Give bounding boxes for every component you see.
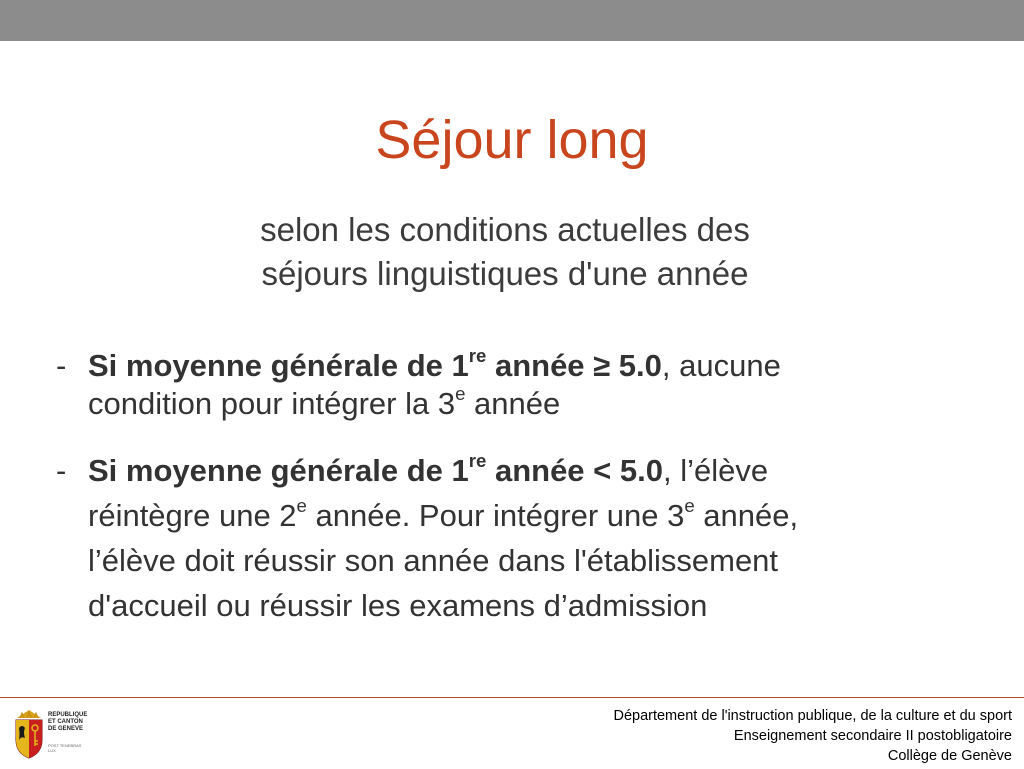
- bullet-1-bold: Si moyenne générale de 1re année ≥ 5.0: [88, 345, 662, 383]
- subtitle-line-2: séjours linguistiques d'une année: [261, 255, 749, 292]
- bullet-2-text-a: , l’élève: [662, 453, 769, 488]
- logo-motto: POST TENEBRAS LUX: [48, 743, 82, 753]
- bullet-item-2: [56, 448, 956, 628]
- bullet-1-line-2: condition pour intégrer la 3e année: [88, 383, 561, 421]
- bullet-1-text-a: , aucune: [661, 348, 781, 383]
- slide-subtitle: [0, 208, 1010, 296]
- bullet-dash: -: [56, 453, 67, 488]
- geneva-coat-of-arms-logo: [12, 708, 88, 760]
- bullet-list: [56, 346, 956, 628]
- footer-line-teaching: Enseignement secondaire II postobligatoire: [733, 728, 1012, 744]
- footer-line-department: Département de l'instruction publique, de la culture et du sport: [613, 708, 1012, 724]
- slide-title: Séjour long: [375, 110, 649, 170]
- bullet-item-1: [56, 346, 956, 424]
- top-bar: [0, 0, 1024, 41]
- footer-department-info: [613, 706, 1012, 766]
- footer-line-college: Collège de Genève: [887, 748, 1012, 764]
- footer: [0, 697, 1024, 769]
- bullet-2-bold: Si moyenne générale de 1re année < 5.0: [88, 450, 663, 488]
- logo-text: REPUBLIQUE ET CANTON DE GENEVE: [48, 712, 88, 732]
- subtitle-line-1: selon les conditions actuelles des: [260, 211, 750, 248]
- bullet-2-line-4: d'accueil ou réussir les examens d’admission: [88, 588, 708, 623]
- bullet-2-line-3: l’élève doit réussir son année dans l'établissement: [88, 543, 779, 578]
- bullet-2-line-2: réintègre une 2e année. Pour intégrer une 3e année,: [88, 495, 799, 533]
- shield-icon: [12, 708, 46, 760]
- bullet-dash: -: [56, 348, 67, 383]
